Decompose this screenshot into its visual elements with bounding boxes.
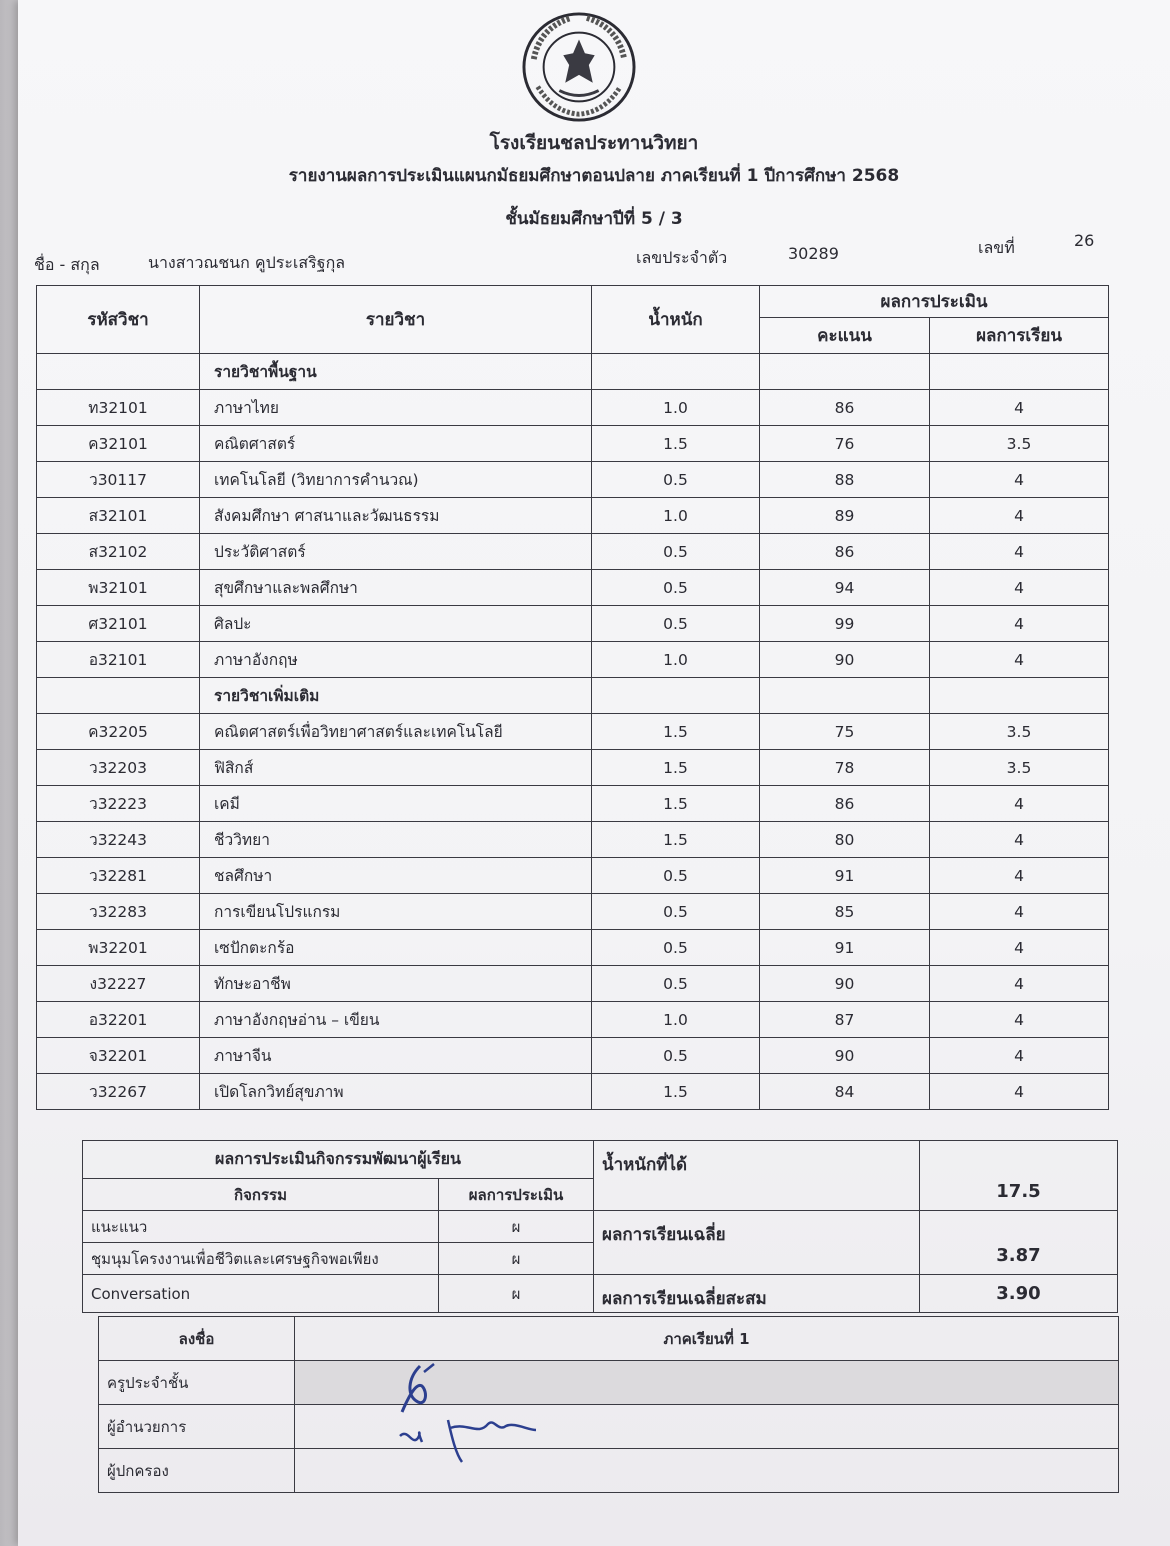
subject-code: ท32101: [37, 390, 200, 426]
subject-code: ศ32101: [37, 606, 200, 642]
subject-grade: 4: [930, 390, 1109, 426]
subject-weight: 1.0: [592, 498, 760, 534]
signature-table: [98, 1316, 1119, 1493]
header-score: คะแนน: [760, 318, 930, 354]
subject-code: ค32205: [37, 714, 200, 750]
category-row: [37, 354, 1109, 390]
subject-name: เคมี: [200, 786, 592, 822]
activity-summary-table: [82, 1140, 1118, 1313]
category-row: [37, 678, 1109, 714]
gpa-value: 3.87: [920, 1211, 1118, 1275]
subject-code: อ32201: [37, 1002, 200, 1038]
activity-col-header: กิจกรรม: [83, 1179, 439, 1211]
handwritten-signature: [378, 1358, 558, 1468]
subject-code: ว32283: [37, 894, 200, 930]
subject-name: เซปักตะกร้อ: [200, 930, 592, 966]
category-extra: รายวิชาเพิ่มเติม: [200, 678, 592, 714]
subject-score: 85: [760, 894, 930, 930]
subject-name: เปิดโลกวิทย์สุขภาพ: [200, 1074, 592, 1110]
subject-code: ว32243: [37, 822, 200, 858]
term-col-header: ภาคเรียนที่ 1: [295, 1317, 1119, 1361]
subject-name: สุขศึกษาและพลศึกษา: [200, 570, 592, 606]
subject-row: [37, 498, 1109, 534]
subject-score: 99: [760, 606, 930, 642]
cgpa-value: 3.90: [920, 1275, 1118, 1313]
subject-name: ภาษาอังกฤษ: [200, 642, 592, 678]
grades-table: [36, 285, 1109, 1110]
subject-row: [37, 462, 1109, 498]
subject-row: [37, 894, 1109, 930]
subject-grade: 4: [930, 462, 1109, 498]
subject-name: ฟิสิกส์: [200, 750, 592, 786]
name-label: ชื่อ - สกุล: [34, 255, 100, 274]
school-seal-logo: [520, 10, 638, 124]
activity-name: แนะแนว: [83, 1211, 439, 1243]
subject-weight: 1.5: [592, 750, 760, 786]
activities-title: ผลการประเมินกิจกรรมพัฒนาผู้เรียน: [83, 1141, 594, 1179]
subject-code: จ32201: [37, 1038, 200, 1074]
student-id-label: เลขประจำตัว: [636, 248, 728, 267]
subject-weight: 0.5: [592, 966, 760, 1002]
subject-grade: 4: [930, 894, 1109, 930]
subject-score: 86: [760, 534, 930, 570]
subject-code: ส32102: [37, 534, 200, 570]
subject-grade: 3.5: [930, 714, 1109, 750]
subject-score: 89: [760, 498, 930, 534]
header-result-group: ผลการประเมิน: [760, 286, 1109, 318]
subject-name: ภาษาจีน: [200, 1038, 592, 1074]
activity-name: Conversation: [83, 1275, 439, 1313]
subject-code: ค32101: [37, 426, 200, 462]
subject-score: 80: [760, 822, 930, 858]
sign-row-director: ผู้อำนวยการ: [99, 1405, 295, 1449]
subject-grade: 4: [930, 1038, 1109, 1074]
subject-code: ว32281: [37, 858, 200, 894]
subject-name: การเขียนโปรแกรม: [200, 894, 592, 930]
header-grade: ผลการเรียน: [930, 318, 1109, 354]
sign-row-parent: ผู้ปกครอง: [99, 1449, 295, 1493]
subject-score: 94: [760, 570, 930, 606]
subject-weight: 1.5: [592, 1074, 760, 1110]
subject-code: ว32203: [37, 750, 200, 786]
subject-row: [37, 966, 1109, 1002]
subject-code: ว30117: [37, 462, 200, 498]
report-sheet: [18, 0, 1170, 1546]
subject-name: ภาษาไทย: [200, 390, 592, 426]
subject-row: [37, 930, 1109, 966]
subject-code: ว32267: [37, 1074, 200, 1110]
subject-row: [37, 606, 1109, 642]
subject-weight: 1.5: [592, 714, 760, 750]
subject-weight: 0.5: [592, 894, 760, 930]
sign-col-header: ลงชื่อ: [99, 1317, 295, 1361]
subject-weight: 0.5: [592, 534, 760, 570]
subject-code: อ32101: [37, 642, 200, 678]
subject-score: 75: [760, 714, 930, 750]
subject-name: ชลศึกษา: [200, 858, 592, 894]
subject-code: พ32201: [37, 930, 200, 966]
subject-row: [37, 1074, 1109, 1110]
subject-name: คณิตศาสตร์: [200, 426, 592, 462]
subject-grade: 4: [930, 1074, 1109, 1110]
subject-row: [37, 426, 1109, 462]
subject-row: [37, 858, 1109, 894]
subject-weight: 0.5: [592, 462, 760, 498]
subject-weight: 0.5: [592, 606, 760, 642]
subject-grade: 4: [930, 966, 1109, 1002]
header-subject: รายวิชา: [200, 286, 592, 354]
subject-score: 84: [760, 1074, 930, 1110]
subject-score: 88: [760, 462, 930, 498]
sign-row-teacher: ครูประจำชั้น: [99, 1361, 295, 1405]
subject-grade: 4: [930, 1002, 1109, 1038]
subject-score: 91: [760, 858, 930, 894]
subject-score: 90: [760, 966, 930, 1002]
report-title: รายงานผลการประเมินแผนกมัธยมศึกษาตอนปลาย ภาคเรียนที่ 1 ปีการศึกษา 2568: [288, 166, 900, 186]
subject-name: ภาษาอังกฤษอ่าน – เขียน: [200, 1002, 592, 1038]
subject-score: 86: [760, 390, 930, 426]
weight-earned-value: 17.5: [920, 1141, 1118, 1211]
subject-code: ง32227: [37, 966, 200, 1002]
school-name: โรงเรียนชลประทานวิทยา: [489, 132, 699, 154]
subject-weight: 1.0: [592, 1002, 760, 1038]
class-line: ชั้นมัธยมศึกษาปีที่ 5 / 3: [505, 209, 683, 229]
subject-weight: 0.5: [592, 930, 760, 966]
activity-result: ผ: [439, 1211, 594, 1243]
activity-result: ผ: [439, 1275, 594, 1313]
subject-name: เทคโนโลยี (วิทยาการคำนวณ): [200, 462, 592, 498]
subject-row: [37, 534, 1109, 570]
subject-grade: 4: [930, 606, 1109, 642]
subject-row: [37, 822, 1109, 858]
subject-weight: 1.5: [592, 426, 760, 462]
subject-name: ทักษะอาชีพ: [200, 966, 592, 1002]
subject-grade: 4: [930, 822, 1109, 858]
activity-result: ผ: [439, 1243, 594, 1275]
weight-earned-label: น้ำหนักที่ได้: [594, 1141, 920, 1211]
subject-weight: 1.0: [592, 390, 760, 426]
subject-grade: 4: [930, 570, 1109, 606]
subject-score: 86: [760, 786, 930, 822]
subject-row: [37, 786, 1109, 822]
subject-weight: 1.5: [592, 822, 760, 858]
activity-result-header: ผลการประเมิน: [439, 1179, 594, 1211]
subject-grade: 4: [930, 858, 1109, 894]
subject-row: [37, 714, 1109, 750]
student-no: 26: [1074, 231, 1095, 250]
subject-weight: 0.5: [592, 858, 760, 894]
subject-row: [37, 1038, 1109, 1074]
subject-name: ศิลปะ: [200, 606, 592, 642]
subject-code: พ32101: [37, 570, 200, 606]
student-name: นางสาวณชนก คูประเสริฐกุล: [148, 253, 346, 272]
subject-grade: 4: [930, 786, 1109, 822]
category-basic: รายวิชาพื้นฐาน: [200, 354, 592, 390]
subject-row: [37, 642, 1109, 678]
subject-grade: 3.5: [930, 750, 1109, 786]
subject-score: 76: [760, 426, 930, 462]
subject-row: [37, 570, 1109, 606]
cgpa-label: ผลการเรียนเฉลี่ยสะสม: [594, 1275, 920, 1313]
subject-score: 78: [760, 750, 930, 786]
subject-score: 87: [760, 1002, 930, 1038]
subject-weight: 0.5: [592, 1038, 760, 1074]
subject-grade: 4: [930, 642, 1109, 678]
header-code: รหัสวิชา: [37, 286, 200, 354]
subject-weight: 0.5: [592, 570, 760, 606]
subject-score: 90: [760, 1038, 930, 1074]
subject-score: 90: [760, 642, 930, 678]
subject-weight: 1.5: [592, 786, 760, 822]
subject-grade: 4: [930, 930, 1109, 966]
subject-name: ประวัติศาสตร์: [200, 534, 592, 570]
student-no-label: เลขที่: [978, 238, 1015, 257]
header-weight: น้ำหนัก: [592, 286, 760, 354]
subject-name: ชีววิทยา: [200, 822, 592, 858]
subject-code: ว32223: [37, 786, 200, 822]
gpa-label: ผลการเรียนเฉลี่ย: [594, 1211, 920, 1275]
subject-row: [37, 750, 1109, 786]
subject-row: [37, 390, 1109, 426]
subject-name: คณิตศาสตร์เพื่อวิทยาศาสตร์และเทคโนโลยี: [200, 714, 592, 750]
subject-weight: 1.0: [592, 642, 760, 678]
student-id: 30289: [788, 244, 839, 263]
activity-name: ชุมนุมโครงงานเพื่อชีวิตและเศรษฐกิจพอเพียง: [83, 1243, 439, 1275]
subject-name: สังคมศึกษา ศาสนาและวัฒนธรรม: [200, 498, 592, 534]
subject-grade: 4: [930, 498, 1109, 534]
subject-code: ส32101: [37, 498, 200, 534]
subject-score: 91: [760, 930, 930, 966]
subject-row: [37, 1002, 1109, 1038]
subject-grade: 4: [930, 534, 1109, 570]
subject-grade: 3.5: [930, 426, 1109, 462]
